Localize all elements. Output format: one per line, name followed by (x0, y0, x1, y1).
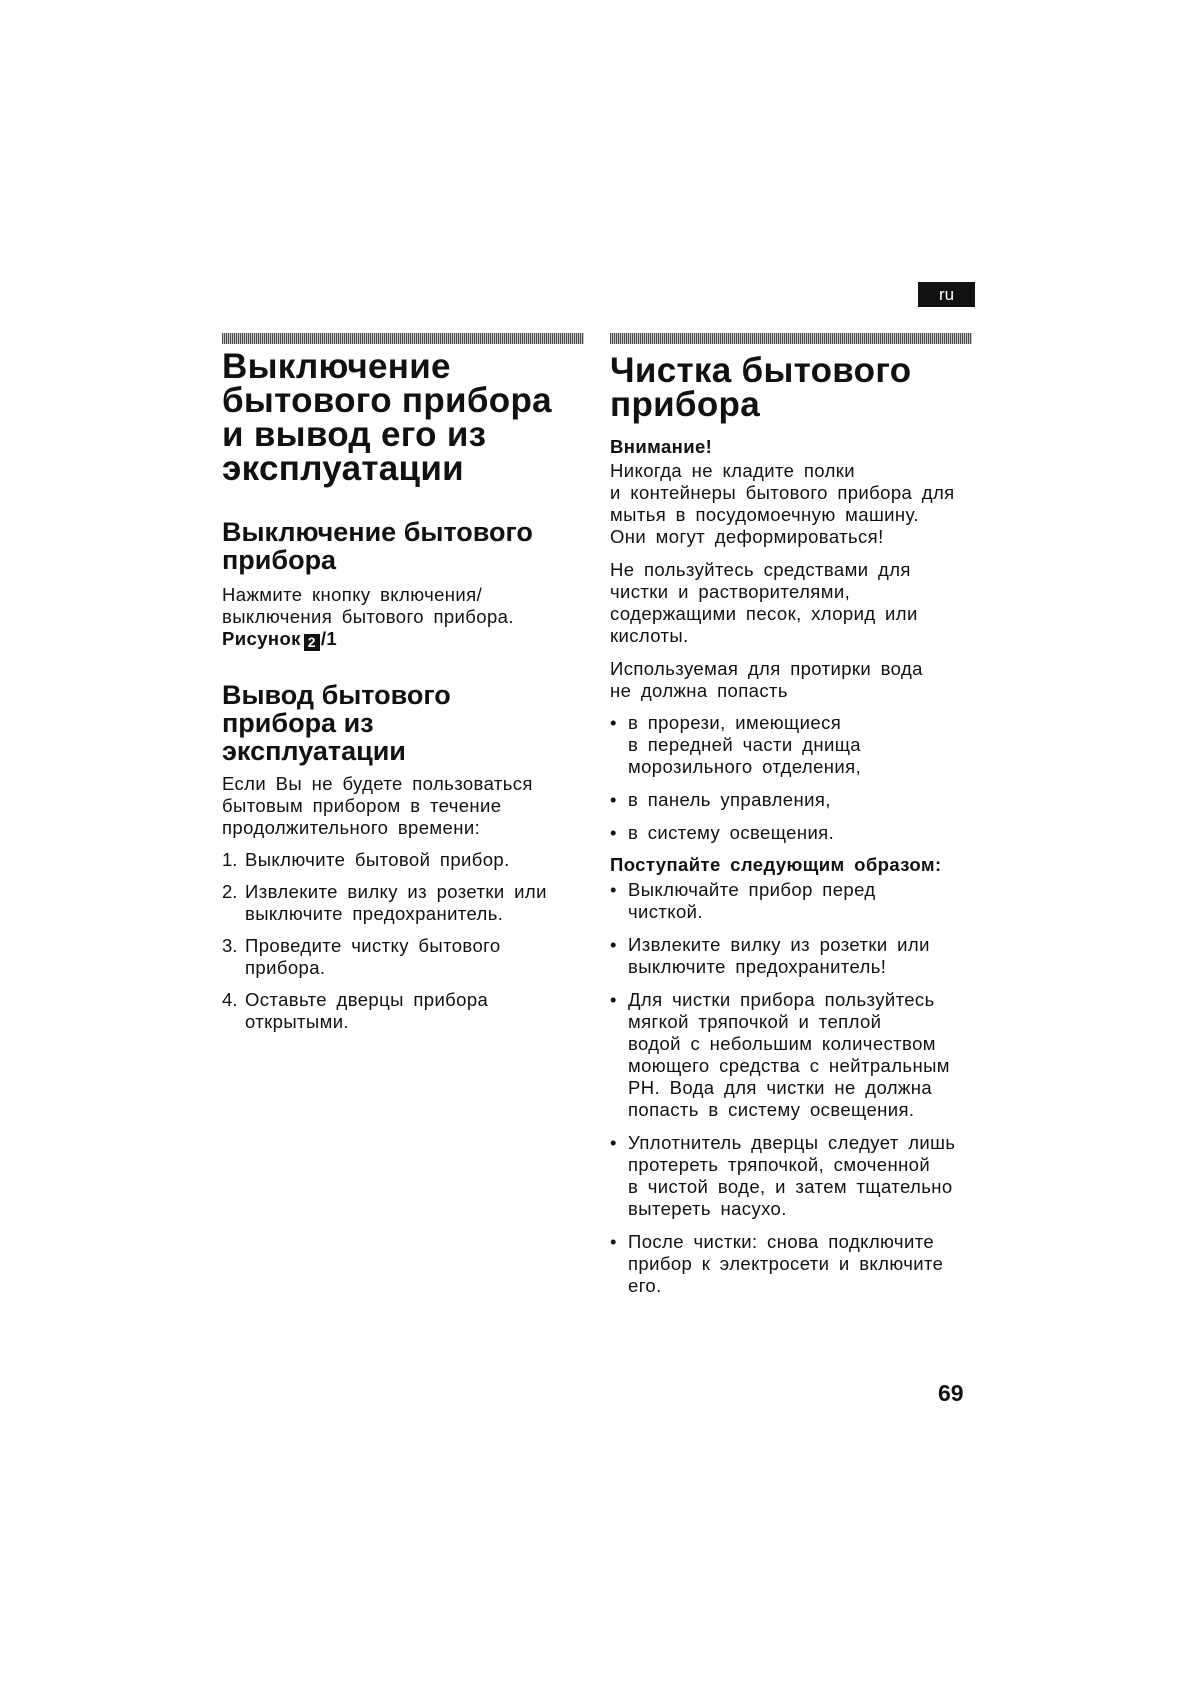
list-item (610, 1231, 988, 1297)
bullet-text: в прорези, имеющиеся в передней части днища морозильного отделения, (628, 712, 862, 777)
bullet-icon: • (610, 822, 617, 843)
step-number: 4. (222, 989, 238, 1010)
step-text: Проведите чистку бытового прибора. (245, 935, 501, 978)
figure-number-badge: 2 (304, 634, 320, 651)
bullet-icon: • (610, 712, 617, 733)
bullet-text: в панель управления, (628, 789, 831, 810)
procedure-bullets (610, 879, 988, 1297)
bullet-text: в систему освещения. (628, 822, 835, 843)
right-column (610, 350, 988, 1308)
list-item (222, 935, 584, 979)
bullet-icon: • (610, 989, 617, 1010)
list-item (222, 989, 584, 1033)
bullet-text: Для чистки прибора пользуйтесь мягкой тряпочкой и теплой водой с небольшим количеством моющего средства с нейтральным PH. Вода для чистки не должна попасть в систему освещения. (628, 989, 950, 1120)
procedure-label: Поступайте следующим образом: (610, 854, 942, 875)
step-text: Извлеките вилку из розетки или выключите предохранитель. (245, 881, 547, 924)
list-item (222, 849, 584, 871)
page-number: 69 (938, 1380, 964, 1406)
decommission-intro: Если Вы не будете пользоваться бытовым прибором в течение продолжительного времени: (222, 773, 533, 838)
list-item (610, 989, 988, 1121)
step-number: 3. (222, 935, 238, 956)
left-column-rule (222, 333, 584, 344)
water-intro: Используемая для протирки вода не должна попасть (610, 658, 923, 701)
step-number: 1. (222, 849, 238, 870)
list-item (222, 881, 584, 925)
figure-ref-label: Рисунок (222, 628, 301, 649)
step-text: Оставьте дверцы прибора открытыми. (245, 989, 489, 1032)
attention-label: Внимание! (610, 436, 713, 457)
bullet-icon: • (610, 879, 617, 900)
list-item (610, 789, 988, 811)
step-text: Выключите бытовой прибор. (245, 849, 510, 870)
language-badge: ru (918, 282, 975, 307)
list-item (610, 712, 988, 778)
bullet-text: Выключайте прибор перед чисткой. (628, 879, 876, 922)
decommission-steps (222, 849, 584, 1033)
list-item (610, 1132, 988, 1220)
bullet-icon: • (610, 934, 617, 955)
attention-text: Никогда не кладите полки и контейнеры бытового прибора для мытья в посудомоечную машину. Они могут деформироваться! (610, 460, 955, 547)
bullet-icon: • (610, 1132, 617, 1153)
bullet-icon: • (610, 1231, 617, 1252)
no-chemicals-text: Не пользуйтесь средствами для чистки и растворителями, содержащими песок, хлорид или кислоты. (610, 559, 918, 646)
list-item (610, 822, 988, 844)
cleaning-title: Чистка бытового прибора (610, 351, 912, 424)
list-item (610, 879, 988, 923)
left-column (222, 347, 584, 1043)
bullet-text: После чистки: снова подключите прибор к электросети и включите его. (628, 1231, 944, 1296)
bullet-icon: • (610, 789, 617, 810)
step-number: 2. (222, 881, 238, 902)
switch-off-title: Выключение бытового прибора и вывод его из эксплуатации (222, 347, 552, 488)
figure-ref-suffix: /1 (320, 628, 338, 649)
list-item (610, 934, 988, 978)
decommission-heading: Вывод бытового прибора из эксплуатации (222, 680, 451, 766)
figure-reference (222, 628, 584, 651)
bullet-text: Уплотнитель дверцы следует лишь протереть тряпочкой, смоченной в чистой воде, и затем тщательно вытереть насухо. (628, 1132, 956, 1219)
switch-off-heading: Выключение бытового прибора (222, 517, 533, 575)
bullet-text: Извлеките вилку из розетки или выключите предохранитель! (628, 934, 930, 977)
right-column-rule (610, 333, 972, 344)
water-bullets (610, 712, 988, 844)
switch-off-text: Нажмите кнопку включения/ выключения бытового прибора. (222, 584, 514, 627)
